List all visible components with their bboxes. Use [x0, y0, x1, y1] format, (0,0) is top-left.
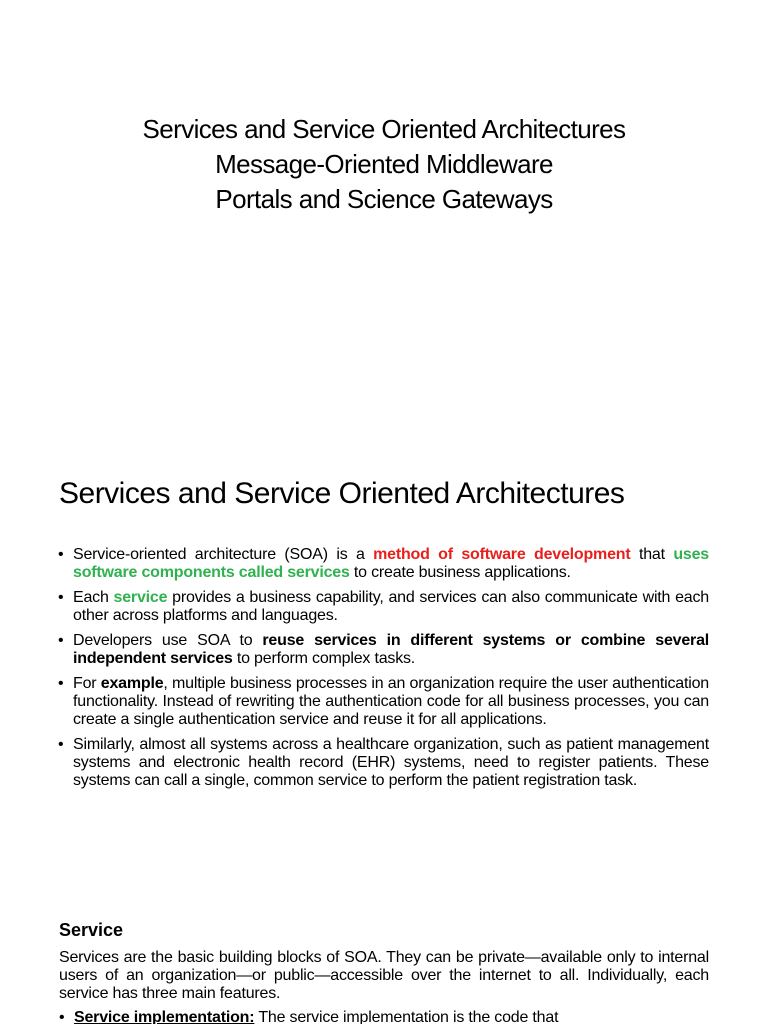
slide-service — [0, 864, 768, 1024]
bullet-text: The service implementation is the code that — [254, 1009, 559, 1024]
bullet-text: Similarly, almost all systems across a healthcare organization, such as patient management systems and electronic health record (EHR) systems, need to register patients. These systems can call a single, common service to perform the patient registration task. — [73, 736, 709, 789]
highlight-text: service — [113, 589, 168, 606]
bullet-text: that — [630, 546, 674, 563]
paragraph: Services are the basic building blocks of SOA. They can be private—available only to internal users of an organization—or public—accessible over the internet to all. Individually, each service has three main features. — [59, 949, 709, 1002]
bullet-text: provides a business capability, and services can also communicate with each other across platforms and languages. — [73, 589, 709, 624]
highlight-text: reuse services in different systems or combine several independent services — [73, 632, 710, 667]
section-heading: Service — [59, 920, 124, 940]
bullet-item — [58, 632, 709, 668]
highlight-text: method of software development — [373, 546, 631, 563]
bullet-marker: • — [58, 736, 64, 753]
title-line: Portals and Science Gateways — [215, 184, 553, 214]
bullet-marker: • — [59, 1009, 65, 1024]
bullet-marker: • — [58, 632, 64, 649]
bullet-item — [58, 546, 709, 582]
bullet-text: Service-oriented architecture (SOA) is a — [73, 546, 374, 563]
highlight-text: Service implementation: — [74, 1009, 255, 1024]
bullet-list — [58, 546, 709, 797]
slide-title — [0, 0, 768, 432]
title-line: Message-Oriented Middleware — [215, 149, 553, 179]
bullet-item — [58, 675, 709, 729]
bullet-item — [58, 589, 709, 625]
slide-heading: Services and Service Oriented Architectures — [59, 477, 625, 510]
bullet-marker: • — [58, 546, 64, 563]
bullet-text: Each — [73, 589, 114, 606]
presentation-title — [60, 112, 708, 217]
bullet-text: to create business applications. — [349, 564, 571, 581]
highlight-text: uses software components called services — [73, 546, 709, 581]
title-line: Services and Service Oriented Architectures — [142, 114, 626, 144]
bullet-text: For — [73, 675, 101, 692]
bullet-marker: • — [58, 589, 64, 606]
bullet-text: to perform complex tasks. — [232, 650, 416, 667]
bullet-item — [59, 1009, 709, 1024]
bullet-text: Developers use SOA to — [73, 632, 263, 649]
slide-soa-overview — [0, 432, 768, 864]
highlight-text: example — [100, 675, 164, 692]
bullet-item — [58, 736, 709, 790]
bullet-text: , multiple business processes in an organization require the user authentication functionality. Instead of rewriting the authentication code for all business processes, you can create a single authentication service and reuse it for all applications. — [73, 675, 709, 728]
bullet-list — [59, 1009, 709, 1024]
bullet-marker: • — [58, 675, 64, 692]
